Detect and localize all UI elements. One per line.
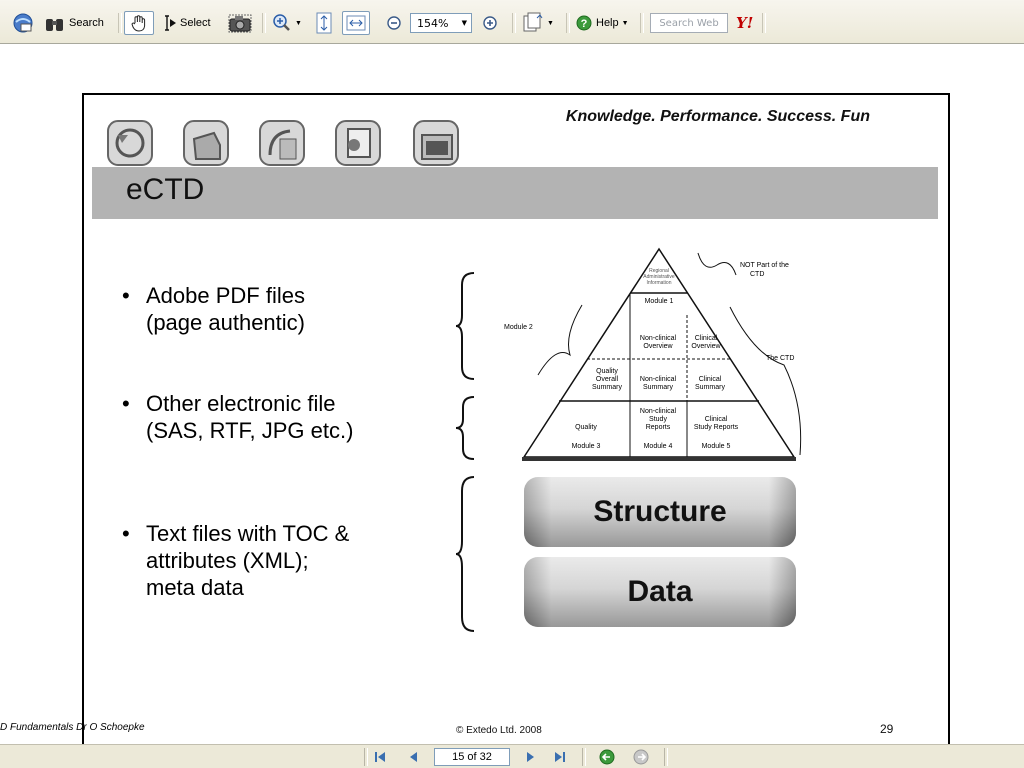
search-label: Search: [69, 17, 104, 29]
next-page-icon: [523, 750, 537, 764]
hand-tool-button[interactable]: [124, 11, 154, 35]
person-document-icon: [336, 121, 380, 165]
diagram-label: Study Reports: [693, 424, 739, 431]
chevron-down-icon: ▼: [547, 19, 554, 27]
svg-text:?: ?: [580, 18, 588, 30]
diagram-label: Summary: [695, 384, 725, 391]
diagram-label: CTD: [750, 271, 765, 278]
chevron-down-icon: ▼: [461, 19, 467, 27]
status-bar: [0, 744, 1024, 768]
window-icon: [414, 121, 458, 165]
diagram-label: Regional: [649, 268, 669, 274]
select-tool-button[interactable]: [160, 9, 211, 37]
search-web-input[interactable]: [650, 13, 728, 33]
email-globe-icon: [12, 12, 34, 34]
diagram-label: Module 5: [701, 443, 731, 450]
diagram-label: Information: [646, 280, 672, 286]
diagram-label: Module 1: [644, 298, 674, 305]
slide-header-icons: [104, 115, 464, 173]
ctd-pyramid-diagram: [504, 245, 814, 477]
bullet-text: Other electronic file (SAS, RTF, JPG etc.): [146, 391, 354, 443]
fit-width-icon: [346, 14, 366, 32]
cycle-icon: [108, 121, 152, 165]
text-cursor-icon: [160, 13, 178, 33]
diagram-label: Summary: [592, 384, 622, 391]
structure-label: Structure: [593, 495, 727, 528]
yahoo-button[interactable]: [736, 9, 753, 37]
folder-icon: [184, 121, 228, 165]
bullet-text: Adobe PDF files (page authentic): [146, 283, 305, 335]
help-button[interactable]: [576, 9, 629, 37]
footer-caption: D Fundamentals Dr O Schoepke: [0, 722, 145, 733]
diagram-label: Non-clinical: [639, 335, 677, 342]
help-label: Help: [596, 17, 619, 29]
slide-tagline: Knowledge. Performance. Success. Fun: [565, 108, 870, 125]
diagram-label: Reports: [645, 424, 671, 431]
brace-other: [454, 395, 478, 461]
diagram-label: Study: [649, 416, 667, 423]
forward-arrow-icon: [633, 749, 649, 765]
next-view-button[interactable]: [632, 749, 650, 765]
diagram-label: Summary: [643, 384, 673, 391]
fit-width-button[interactable]: [342, 11, 370, 35]
snapshot-button[interactable]: [228, 9, 252, 37]
zoom-value: 154%: [417, 16, 449, 30]
slide-page: Knowledge. Performance. Success. Fun eCTD • Adobe PDF files (page authentic) • Other electronic file (SAS, RTF, JPG etc.) • Text files with TOC & attributes (XML); meta data NOT Part of the CTD The CTD Module 2 Regional Administrative Information Module 1 Non-clinical Overview Clinical Overview Quality Overall Summary Non-clinical Summary Clinical Summary Quality Module 3 Non-clinical Study Reports Module 4 Clinical Study Reports Module 5 Structure Data © Extedo Ltd. 2008 29: [82, 93, 950, 753]
zoom-out-button[interactable]: [386, 9, 402, 37]
page-indicator: 15 of 32: [452, 751, 492, 763]
brace-text: [454, 475, 478, 633]
yahoo-logo-icon: Y!: [736, 14, 754, 32]
zoom-level-field[interactable]: [410, 13, 472, 33]
slide-page-number: 29: [880, 722, 894, 736]
structure-slab: [522, 475, 798, 549]
diagram-label: Overall: [595, 376, 619, 383]
next-page-button[interactable]: [522, 749, 538, 765]
first-page-button[interactable]: [372, 749, 388, 765]
diagram-label: Module 2: [504, 324, 533, 331]
back-arrow-icon: [599, 749, 615, 765]
page-display-button[interactable]: [522, 9, 554, 37]
zoom-in-icon: [482, 15, 498, 31]
document-viewer: [0, 44, 1024, 744]
diagram-label: Module 3: [571, 443, 601, 450]
camera-icon: [228, 13, 252, 33]
previous-page-button[interactable]: [406, 749, 422, 765]
last-page-icon: [553, 750, 567, 764]
diagram-label: Clinical: [694, 335, 718, 342]
diagram-label: Overview: [643, 343, 673, 350]
data-label: Data: [627, 575, 693, 608]
diagram-label: Module 4: [643, 443, 673, 450]
last-page-button[interactable]: [552, 749, 568, 765]
diagram-label: Clinical: [698, 376, 722, 383]
hand-icon: [130, 14, 148, 32]
diagram-label: Administrative: [643, 274, 675, 280]
fit-page-icon: [316, 12, 332, 34]
slide-title: eCTD: [126, 173, 205, 206]
diagram-label: Clinical: [704, 416, 728, 423]
binoculars-icon: [44, 13, 66, 33]
fit-page-button[interactable]: [316, 9, 332, 37]
diagram-label: NOT Part of the: [740, 262, 789, 269]
previous-view-button[interactable]: [598, 749, 616, 765]
diagram-label: Non-clinical: [639, 408, 677, 415]
diagram-label: Overview: [691, 343, 721, 350]
brace-pdf: [454, 271, 478, 381]
search-button[interactable]: [44, 9, 104, 37]
title-band: [92, 167, 938, 219]
first-page-icon: [373, 750, 387, 764]
toolbar: [0, 0, 1024, 44]
slide-copyright: © Extedo Ltd. 2008: [456, 725, 542, 736]
diagram-label: Quality: [596, 368, 618, 375]
page-display-icon: [522, 12, 544, 34]
diagram-label: The CTD: [766, 355, 795, 362]
previous-page-icon: [407, 750, 421, 764]
chevron-down-icon: ▼: [295, 19, 302, 27]
help-icon: [576, 15, 592, 31]
page-number-field[interactable]: [434, 748, 510, 766]
data-slab: [522, 555, 798, 629]
bullet-text: Text files with TOC & attributes (XML); meta data: [146, 521, 350, 600]
search-web-placeholder: Search Web: [659, 17, 719, 29]
select-label: Select: [180, 17, 211, 29]
diagram-label: Quality: [575, 424, 597, 431]
zoom-in-button[interactable]: [482, 9, 498, 37]
zoom-in-tool-button[interactable]: [272, 9, 302, 37]
zoom-out-icon: [386, 15, 402, 31]
magnifier-icon: [272, 13, 292, 33]
email-button[interactable]: [12, 9, 34, 37]
document-rotate-icon: [260, 121, 304, 165]
chevron-down-icon: ▼: [621, 19, 629, 27]
diagram-label: Non-clinical: [639, 376, 677, 383]
